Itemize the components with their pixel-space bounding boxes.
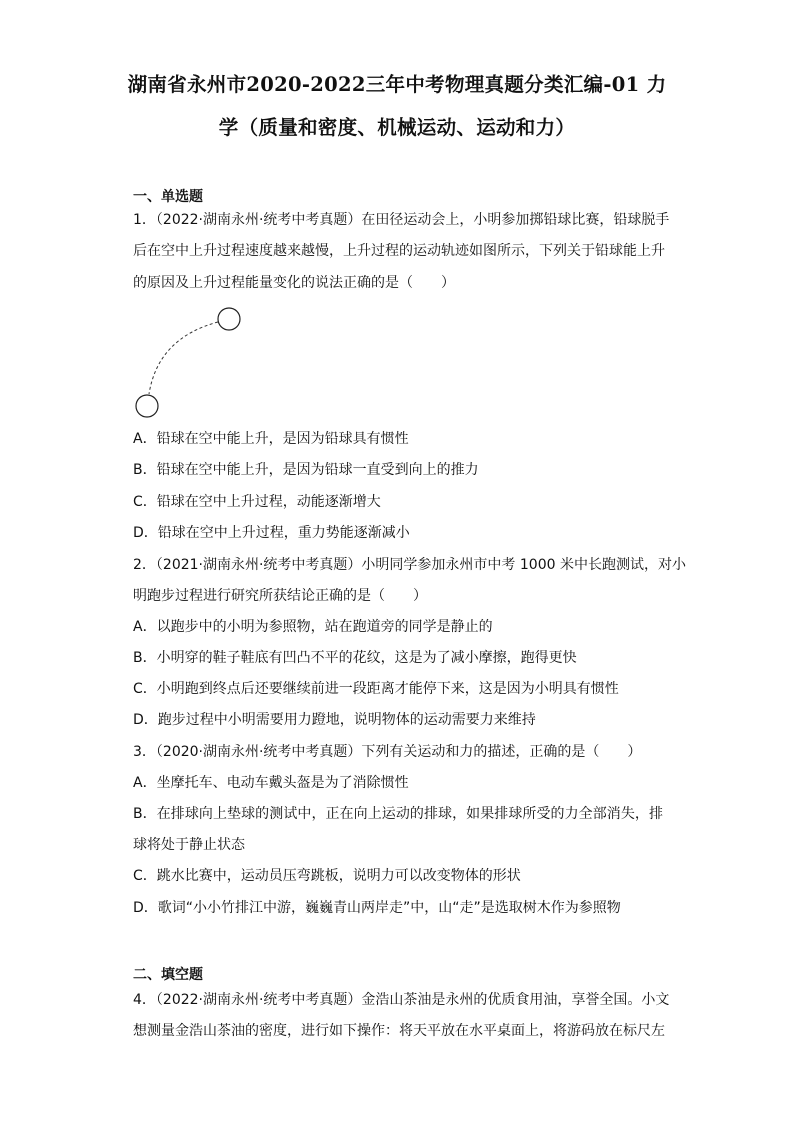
section-heading-fill-in: 二、填空题	[133, 967, 203, 983]
question-1-option-c: C．铅球在空中上升过程，动能逐渐增大	[133, 494, 381, 510]
trajectory-curve	[149, 322, 218, 394]
question-2-option-a: A．以跑步中的小明为参照物，站在跑道旁的同学是静止的	[133, 619, 493, 635]
question-2-option-b: B．小明穿的鞋子鞋底有凹凸不平的花纹，这是为了减小摩擦，跑得更快	[133, 650, 577, 666]
shot-put-end-ball	[218, 308, 240, 330]
question-3-option-b-line-2: 球将处于静止状态	[133, 837, 245, 853]
shot-put-start-ball	[136, 395, 158, 417]
document-title-line-2: 学（质量和密度、机械运动、运动和力）	[218, 116, 576, 139]
question-1-option-d: D．铅球在空中上升过程，重力势能逐渐减小	[133, 525, 410, 541]
section-heading-single-choice: 一、单选题	[133, 189, 203, 205]
question-1-stem-line-2: 后在空中上升过程速度越来越慢，上升过程的运动轨迹如图所示，下列关于铅球能上升	[133, 243, 665, 259]
question-1-option-b: B．铅球在空中能上升，是因为铅球一直受到向上的推力	[133, 462, 479, 478]
question-1-stem-line-1: 1．（2022·湖南永州·统考中考真题）在田径运动会上，小明参加掷铅球比赛，铅球脱手	[133, 212, 670, 228]
document-title-line-1: 湖南省永州市2020-2022三年中考物理真题分类汇编-01 力	[127, 73, 667, 96]
question-2-option-c: C．小明跑到终点后还要继续前进一段距离才能停下来，这是因为小明具有惯性	[133, 681, 619, 697]
question-3-option-d: D．歌词“小小竹排江中游，巍巍青山两岸走”中，山“走”是选取树木作为参照物	[133, 900, 621, 916]
question-4-stem-line-1: 4．（2022·湖南永州·统考中考真题）金浩山茶油是永州的优质食用油，享誉全国。小文	[133, 992, 670, 1008]
shot-put-trajectory-figure	[130, 302, 250, 422]
question-1-stem-line-3: 的原因及上升过程能量变化的说法正确的是（ ）	[133, 275, 455, 291]
question-2-stem-line-1: 2．（2021·湖南永州·统考中考真题）小明同学参加永州市中考 1000 米中长跑测试，对小	[133, 557, 686, 573]
question-2-stem-line-2: 明跑步过程进行研究所获结论正确的是（ ）	[133, 588, 427, 604]
question-3-stem-line-1: 3．（2020·湖南永州·统考中考真题）下列有关运动和力的描述，正确的是（ ）	[133, 744, 642, 760]
question-2-option-d: D．跑步过程中小明需要用力蹬地，说明物体的运动需要力来维持	[133, 712, 536, 728]
question-3-option-b-line-1: B．在排球向上垫球的测试中，正在向上运动的排球，如果排球所受的力全部消失，排	[133, 806, 663, 822]
question-3-option-c: C．跳水比赛中，运动员压弯跳板，说明力可以改变物体的形状	[133, 868, 521, 884]
question-1-option-a: A．铅球在空中能上升，是因为铅球具有惯性	[133, 431, 409, 447]
question-3-option-a: A．坐摩托车、电动车戴头盔是为了消除惯性	[133, 775, 409, 791]
question-4-stem-line-2: 想测量金浩山茶油的密度，进行如下操作：将天平放在水平桌面上，将游码放在标尺左	[133, 1023, 665, 1039]
